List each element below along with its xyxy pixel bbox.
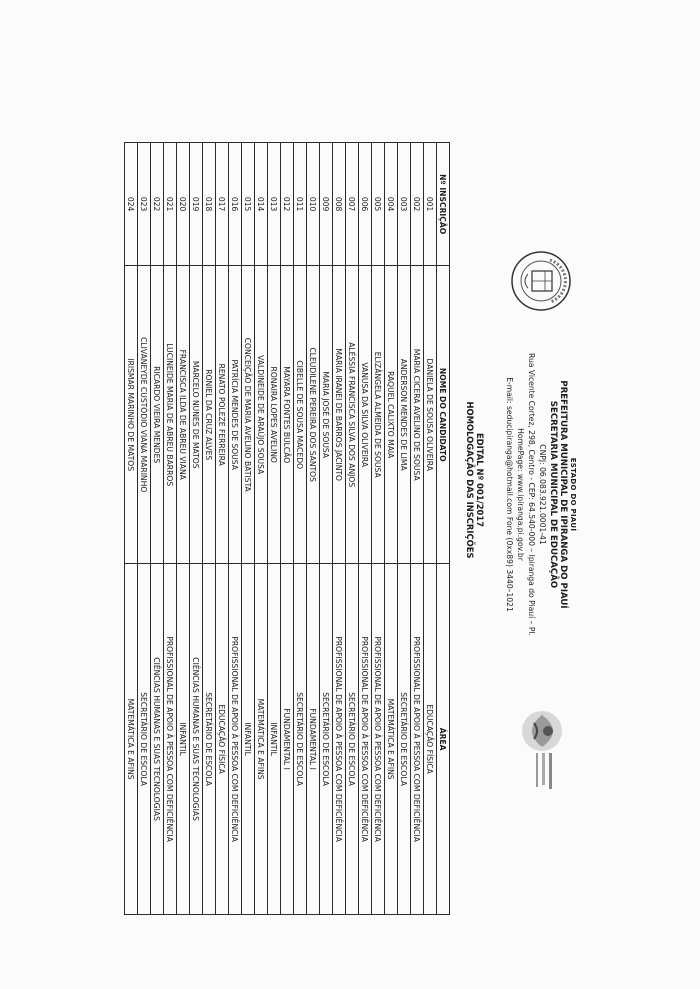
cell-nome: IRISMAR MARINHO DE MATOS [125,266,138,564]
table-row [294,143,307,915]
cell-area: FUNDAMENTAL I [307,564,320,915]
cell-area: SECRETÁRIO DE ESCOLA [294,564,307,915]
table-row [411,143,424,915]
cell-nome: VALDINEIDE DE ARAÚJO SOUSA [255,266,268,564]
cell-nome: RENATO POLEZE FERREIRA [216,266,229,564]
cell-numero: 004 [385,143,398,266]
cell-area: PROFISSIONAL DE APOIO À PESSOA COM DEFICIÊNCIA [229,564,242,915]
cell-numero: 019 [190,143,203,266]
table-row [125,143,138,915]
cell-nome: ALÉSSIA FRANCISCA SILVA DOS ANJOS [346,266,359,564]
table-body [125,143,437,915]
cell-numero: 021 [164,143,177,266]
cell-nome: RONIEL DA CRUZ ALVES [203,266,216,564]
cell-area: SECRETÁRIO DE ESCOLA [320,564,333,915]
email-line: E-mail: seducipiranga@hotmail.com Fone (0xx89) 3440–1021 [505,377,514,612]
cell-nome: CLIVANEYDE CUSTÓDIO VIANA MARINHO [138,266,151,564]
cell-area: SECRETÁRIO DE ESCOLA [398,564,411,915]
cell-nome: MARIA IRANEI DE BARROS JACINTO [333,266,346,564]
document-titles [465,250,485,710]
cell-nome: RONAIRA LOPES AVELINO [268,266,281,564]
cell-numero: 024 [125,143,138,266]
table-row [307,143,320,915]
cell-area: CIÊNCIAS HUMANAS E SUAS TECNOLOGIAS [190,564,203,915]
table-row [385,143,398,915]
cell-nome: CIBELLE DE SOUSA MACEDO [294,266,307,564]
table-row [346,143,359,915]
cell-area: INFANTIL [242,564,255,915]
cell-nome: RICARDO VIEIRA MENDES [151,266,164,564]
cell-numero: 020 [177,143,190,266]
cell-area: INFANTIL [268,564,281,915]
homepage-line: HomePage: www.ipiranga.pi.gov.br [516,428,525,561]
cell-numero: 015 [242,143,255,266]
cell-nome: DANIELA DE SOUSA OLIVEIRA [424,266,437,564]
table-row [333,143,346,915]
cell-nome: RAQUEL CALIXTO MAIA [385,266,398,564]
cell-area: PROFISSIONAL DE APOIO À PESSOA COM DEFICIÊNCIA [411,564,424,915]
cell-nome: MARIA CICERA AVELINO DE SOUSA [411,266,424,564]
header-nome: NOME DO CANDIDATO [437,266,450,564]
cell-area: PROFISSIONAL DE APOIO À PESSOA COM DEFICIÊNCIA [333,564,346,915]
letterhead [504,330,577,659]
cell-area: MATEMÁTICA E AFINS [255,564,268,915]
cell-area: PROFISSIONAL DE APOIO À PESSOA COM DEFICIÊNCIA [359,564,372,915]
cell-numero: 023 [138,143,151,266]
header-numero: Nº INSCRIÇÃO [437,143,450,266]
address-line: Rua Vicente Cortez, 298, Centro - CEP: 64.540-000 – Ipiranga do Piauí – Pl. [527,353,536,636]
prefeitura-name: PREFEITURA MUNICIPAL DE IPIRANGA DO PIAUÍ [558,380,568,609]
table-row [216,143,229,915]
cell-numero: 007 [346,143,359,266]
secretaria-name: SECRETARIA MUNICIPAL DE EDUCAÇÃO [548,400,558,589]
education-secretariat-logo-icon [512,705,568,793]
cell-nome: LUCINEIDE MARIA DE ABREU BARROS [164,266,177,564]
cell-area: PROFISSIONAL DE APOIO À PESSOA COM DEFICIÊNCIA [372,564,385,915]
table-row [190,143,203,915]
cell-nome: MAYARA FONTES BULCÃO [281,266,294,564]
cell-numero: 008 [333,143,346,266]
cell-numero: 010 [307,143,320,266]
edital-title: EDITAL Nº 001/2017 [475,432,485,528]
table-row [268,143,281,915]
state-name: ESTADO DO PIAUÍ [569,457,577,532]
cell-nome: ANDERSON MENDES DE LIMA [398,266,411,564]
cnpj-line: CNPJ: 06.083.921.0001-41 [538,444,547,545]
header-area: ÁREA [437,564,450,915]
cell-numero: 002 [411,143,424,266]
table-row [203,143,216,915]
table-row [151,143,164,915]
cell-area: MATEMÁTICA E AFINS [125,564,138,915]
cell-area: EDUCAÇÃO FÍSICA [216,564,229,915]
cell-nome: PATRÍCIA MENDES DE SOUSA [229,266,242,564]
cell-numero: 022 [151,143,164,266]
cell-nome: CLEUDILENE PEREIRA DOS SANTOS [307,266,320,564]
table-header-row [437,143,450,915]
cell-area: SECRETÁRIO DE ESCOLA [138,564,151,915]
table-row [138,143,151,915]
table-row [424,143,437,915]
cell-area: FUNDAMENTAL I [281,564,294,915]
cell-numero: 014 [255,143,268,266]
cell-numero: 001 [424,143,437,266]
registrations-table [124,142,450,915]
cell-numero: 006 [359,143,372,266]
cell-nome: CONCEIÇÃO DE MARIA AVELINO BATISTA [242,266,255,564]
table-row [242,143,255,915]
cell-nome: VANUSA DA SILVA OLIVEIRA [359,266,372,564]
cell-numero: 011 [294,143,307,266]
table-row [398,143,411,915]
table-row [177,143,190,915]
cell-nome: FRANCISCA ILDA DE ABREU VIANA [177,266,190,564]
table-row [320,143,333,915]
cell-numero: 009 [320,143,333,266]
cell-numero: 003 [398,143,411,266]
cell-numero: 016 [229,143,242,266]
cell-area: INFANTIL [177,564,190,915]
cell-numero: 018 [203,143,216,266]
cell-numero: 013 [268,143,281,266]
table-row [255,143,268,915]
cell-area: SECRETÁRIO DE ESCOLA [346,564,359,915]
municipal-seal-icon [510,250,572,312]
cell-area: MATEMÁTICA E AFINS [385,564,398,915]
cell-area: EDUCAÇÃO FÍSICA [424,564,437,915]
table-row [229,143,242,915]
homologacao-title: HOMOLOGAÇÃO DAS INSCRIÇÕES [465,401,475,559]
cell-numero: 012 [281,143,294,266]
table-row [372,143,385,915]
cell-nome: ELIZÂNGELA ALMEIDA DE SOUSA [372,266,385,564]
cell-numero: 005 [372,143,385,266]
cell-numero: 017 [216,143,229,266]
table-row [164,143,177,915]
table-row [359,143,372,915]
cell-nome: MARCELO NUNES DE MATOS [190,266,203,564]
table-row [281,143,294,915]
cell-nome: MARIA JOSÉ DE SOUSA [320,266,333,564]
cell-area: PROFISSIONAL DE APOIO À PESSOA COM DEFICIÊNCIA [164,564,177,915]
cell-area: SECRETÁRIO DE ESCOLA [203,564,216,915]
cell-area: CIÊNCIAS HUMANAS E SUAS TECNOLOGIAS [151,564,164,915]
